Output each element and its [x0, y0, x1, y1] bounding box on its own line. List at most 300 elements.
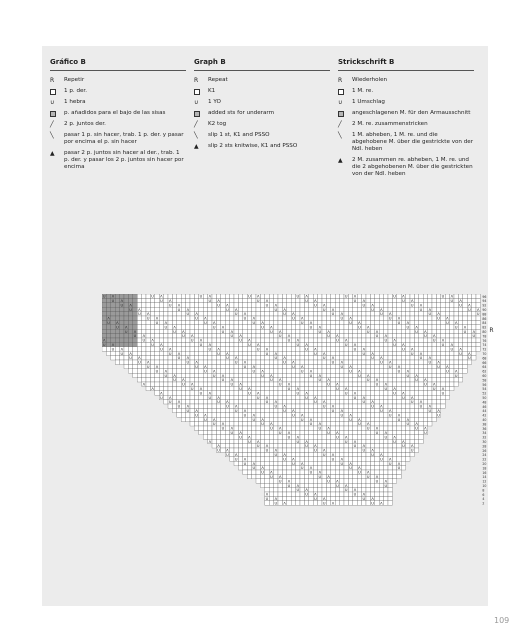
chart-cell: [216, 294, 220, 298]
chart-cell: [340, 444, 344, 448]
chart-symbol: Λ: [340, 312, 344, 317]
chart-cell: [436, 334, 440, 338]
chart-cell: [159, 325, 163, 329]
chart-cell: [379, 338, 383, 342]
chart-cell: [401, 320, 405, 324]
chart-cell: [304, 378, 308, 382]
chart-cell: [309, 461, 313, 465]
chart-cell: [384, 422, 388, 426]
legend-row: [338, 110, 474, 117]
chart-cell: [423, 360, 427, 364]
chart-cell: [309, 413, 313, 417]
chart-cell: [370, 417, 374, 421]
chart-cell: [106, 325, 110, 329]
chart-cell: [177, 342, 181, 346]
chart-cell: [414, 391, 418, 395]
chart-symbol: U: [314, 351, 317, 356]
chart-cell: [265, 378, 269, 382]
chart-symbol: Λ: [283, 356, 286, 361]
row-number: 16: [482, 470, 487, 475]
chart-cell: [269, 444, 273, 448]
chart-cell: [181, 351, 185, 355]
chart-cell: [326, 417, 330, 421]
chart-symbol: Λ: [243, 360, 247, 365]
chart-cell: [304, 351, 308, 355]
chart-cell: [216, 391, 220, 395]
chart-cell: [348, 400, 352, 404]
chart-cell: [388, 501, 392, 505]
chart-cell: [344, 470, 348, 474]
chart-cell: [318, 307, 322, 311]
chart-cell: [247, 329, 251, 333]
chart-symbol: U: [393, 343, 396, 347]
chart-cell: [243, 325, 247, 329]
chart-cell: [247, 470, 251, 474]
chart-cell: [300, 448, 304, 452]
chart-cell: [441, 364, 445, 368]
chart-cell: [243, 320, 247, 324]
chart-cell: [357, 461, 361, 465]
chart-cell: [313, 413, 317, 417]
chart-cell: [313, 474, 317, 478]
chart-cell: [304, 369, 308, 373]
chart-cell: [326, 303, 330, 307]
chart-cell: [353, 404, 357, 408]
chart-symbol: U: [296, 488, 300, 493]
chart-cell: [304, 470, 308, 474]
chart-cell: [410, 338, 414, 342]
chart-cell: [384, 470, 388, 474]
chart-symbol: Λ: [406, 417, 410, 422]
chart-cell: [458, 329, 462, 333]
chart-cell: [406, 334, 410, 338]
chart-symbol: U: [186, 409, 190, 413]
chart-cell: [348, 439, 352, 443]
chart-cell: [172, 307, 176, 311]
chart-cell: [291, 400, 295, 404]
chart-symbol: U: [146, 316, 150, 321]
chart-cell: [230, 404, 234, 408]
chart-cell: [326, 307, 330, 311]
chart-cell: [370, 457, 374, 461]
chart-cell: [282, 488, 286, 492]
chart-cell: [199, 298, 203, 302]
chart-cell: [115, 360, 119, 364]
chart-cell: [304, 338, 308, 342]
chart-symbol: U: [182, 382, 185, 387]
row-number: 10: [482, 484, 487, 488]
chart-cell: [212, 298, 216, 302]
chart-cell: [296, 492, 300, 496]
chart-cell: [238, 312, 242, 316]
chart-cell: [335, 373, 339, 377]
chart-cell: [335, 294, 339, 298]
chart-cell: [177, 312, 181, 316]
chart-cell: [454, 294, 458, 298]
chart-cell: [265, 325, 269, 329]
legend-text: 2 M. zusammen re. abheben, 1 M. re. und die 2 abgehobenen M. über die gestrickten von der Ndl. heben: [352, 157, 473, 177]
chart-cell: [406, 382, 410, 386]
legend-row: [194, 77, 330, 84]
chart-cell: [265, 294, 269, 298]
k2tog-icon: ╱: [338, 121, 342, 128]
chart-cell: [309, 483, 313, 487]
chart-symbol: U: [177, 307, 181, 312]
chart-cell: [274, 342, 278, 346]
chart-cell: [384, 329, 388, 333]
chart-cell: [269, 492, 273, 496]
chart-symbol: U: [217, 351, 220, 356]
chart-cell: [172, 404, 176, 408]
chart-cell: [436, 369, 440, 373]
chart-cell: [353, 474, 357, 478]
chart-symbol: U: [336, 435, 339, 440]
chart-cell: [344, 356, 348, 360]
chart-cell: [221, 430, 225, 434]
chart-cell: [269, 334, 273, 338]
chart-symbol: U: [274, 356, 278, 361]
chart-cell: [265, 466, 269, 470]
chart-cell: [326, 422, 330, 426]
chart-symbol: Λ: [164, 321, 168, 325]
chart-cell: [326, 298, 330, 302]
chart-cell: [194, 395, 198, 399]
chart-cell: [260, 303, 264, 307]
chart-cell: [274, 395, 278, 399]
chart-symbol: U: [366, 378, 370, 383]
chart-cell: [410, 391, 414, 395]
chart-cell: [247, 426, 251, 430]
chart-cell: [142, 378, 146, 382]
chart-cell: [190, 298, 194, 302]
chart-cell: [225, 422, 229, 426]
chart-symbol: Λ: [300, 365, 304, 369]
chart-cell: [370, 422, 374, 426]
chart-cell: [441, 334, 445, 338]
chart-cell: [102, 307, 106, 311]
chart-cell: [243, 470, 247, 474]
chart-cell: [300, 492, 304, 496]
chart-cell: [322, 395, 326, 399]
chart-cell: [450, 360, 454, 364]
chart-cell: [300, 474, 304, 478]
chart-cell: [388, 444, 392, 448]
chart-cell: [247, 466, 251, 470]
chart-cell: [238, 356, 242, 360]
chart-cell: [203, 298, 207, 302]
chart-cell: [300, 325, 304, 329]
chart-cell: [441, 400, 445, 404]
chart-cell: [256, 386, 260, 390]
chart-cell: [155, 303, 159, 307]
chart-cell: [216, 373, 220, 377]
chart-cell: [304, 400, 308, 404]
chart-cell: [423, 320, 427, 324]
chart-cell: [366, 312, 370, 316]
chart-symbol: Λ: [362, 347, 366, 352]
chart-symbol: U: [309, 373, 313, 378]
chart-cell: [463, 312, 467, 316]
chart-cell: [414, 395, 418, 399]
chart-cell: [370, 483, 374, 487]
chart-cell: [384, 369, 388, 373]
chart-cell: [318, 316, 322, 320]
chart-cell: [458, 369, 462, 373]
row-number: 80: [482, 330, 487, 334]
chart-cell: [379, 430, 383, 434]
chart-cell: [326, 356, 330, 360]
chart-cell: [419, 329, 423, 333]
chart-cell: [366, 435, 370, 439]
chart-cell: [282, 338, 286, 342]
chart-cell: [375, 466, 379, 470]
chart-cell: [133, 347, 137, 351]
chart-cell: [353, 435, 357, 439]
chart-cell: [212, 356, 216, 360]
chart-cell: [340, 320, 344, 324]
chart-cell: [313, 435, 317, 439]
chart-cell: [370, 386, 374, 390]
chart-cell: [287, 303, 291, 307]
chart-cell: [318, 496, 322, 500]
chart-cell: [199, 369, 203, 373]
chart-cell: [414, 298, 418, 302]
chart-symbol: Λ: [252, 316, 256, 321]
chart-cell: [278, 364, 282, 368]
chart-cell: [392, 307, 396, 311]
chart-symbol: Λ: [243, 409, 247, 413]
chart-cell: [115, 312, 119, 316]
chart-cell: [423, 391, 427, 395]
chart-cell: [454, 342, 458, 346]
chart-cell: [335, 329, 339, 333]
chart-cell: [256, 356, 260, 360]
chart-symbol: U: [278, 479, 282, 484]
chart-symbol: U: [138, 360, 141, 365]
chart-cell: [410, 413, 414, 417]
chart-cell: [247, 320, 251, 324]
chart-cell: [362, 404, 366, 408]
chart-symbol: Λ: [366, 470, 370, 475]
chart-cell: [423, 373, 427, 377]
chart-cell: [322, 492, 326, 496]
chart-cell: [282, 382, 286, 386]
chart-cell: [265, 329, 269, 333]
chart-cell: [357, 496, 361, 500]
chart-cell: [335, 360, 339, 364]
chart-cell: [230, 298, 234, 302]
chart-cell: [313, 501, 317, 505]
chart-cell: [445, 342, 449, 346]
chart-cell: [401, 466, 405, 470]
chart-cell: [238, 303, 242, 307]
chart-cell: [357, 356, 361, 360]
chart-symbol: Λ: [116, 321, 119, 325]
chart-cell: [225, 391, 229, 395]
chart-cell: [454, 329, 458, 333]
chart-cell: [208, 307, 212, 311]
chart-symbol: U: [468, 307, 471, 312]
chart-cell: [309, 395, 313, 399]
chart-cell: [370, 439, 374, 443]
chart-cell: [445, 347, 449, 351]
chart-cell: [348, 312, 352, 316]
chart-cell: [190, 356, 194, 360]
chart-cell: [278, 417, 282, 421]
chart-cell: [335, 501, 339, 505]
chart-cell: [406, 360, 410, 364]
chart-cell: [348, 386, 352, 390]
chart-cell: [414, 316, 418, 320]
slip2-psso-icon: ▲: [338, 157, 343, 164]
chart-cell: [199, 373, 203, 377]
legend-text: 2 M. re. zusammenstricken: [352, 121, 428, 127]
chart-cell: [256, 430, 260, 434]
chart-cell: [388, 474, 392, 478]
chart-cell: [419, 422, 423, 426]
chart-cell: [353, 400, 357, 404]
chart-cell: [124, 364, 128, 368]
chart-cell: [296, 373, 300, 377]
chart-cell: [225, 439, 229, 443]
chart-cell: [199, 413, 203, 417]
chart-symbol: Λ: [278, 378, 282, 383]
chart-cell: [234, 364, 238, 368]
chart-cell: [445, 298, 449, 302]
chart-cell: [375, 360, 379, 364]
chart-cell: [406, 294, 410, 298]
chart-cell: [401, 386, 405, 390]
chart-symbol: U: [424, 382, 427, 387]
chart-cell: [234, 342, 238, 346]
chart-cell: [278, 413, 282, 417]
chart-cell: [445, 338, 449, 342]
chart-cell: [397, 347, 401, 351]
chart-cell: [265, 417, 269, 421]
chart-symbol: U: [124, 329, 128, 334]
chart-symbol: U: [428, 409, 432, 413]
chart-cell: [247, 369, 251, 373]
chart-symbol: Λ: [274, 497, 278, 501]
chart-cell: [384, 360, 388, 364]
chart-cell: [164, 400, 168, 404]
chart-cell: [212, 338, 216, 342]
chart-cell: [190, 294, 194, 298]
chart-symbol: Λ: [468, 303, 471, 308]
chart-cell: [256, 303, 260, 307]
chart-cell: [243, 338, 247, 342]
chart-cell: [238, 360, 242, 364]
chart-cell: [247, 452, 251, 456]
chart-symbol: U: [344, 343, 348, 347]
chart-cell: [269, 408, 273, 412]
chart-cell: [410, 417, 414, 421]
chart-cell: [370, 426, 374, 430]
chart-symbol: Λ: [331, 453, 335, 457]
row-number: 56: [482, 382, 487, 387]
knit-square-icon: [338, 89, 344, 95]
chart-symbol: U: [336, 483, 339, 488]
chart-cell: [260, 426, 264, 430]
chart-cell: [186, 325, 190, 329]
chart-cell: [397, 334, 401, 338]
chart-symbol: U: [274, 404, 278, 409]
chart-cell: [282, 448, 286, 452]
chart-cell: [344, 298, 348, 302]
chart-symbol: Λ: [287, 431, 291, 435]
chart-symbol: Λ: [353, 488, 357, 493]
chart-cell: [208, 334, 212, 338]
chart-cell: [357, 307, 361, 311]
chart-cell: [410, 342, 414, 346]
chart-cell: [454, 351, 458, 355]
chart-cell: [318, 501, 322, 505]
chart-cell: [212, 342, 216, 346]
chart-cell: [454, 347, 458, 351]
chart-cell: [203, 325, 207, 329]
chart-cell: [274, 408, 278, 412]
chart-cell: [287, 408, 291, 412]
chart-cell: [388, 483, 392, 487]
chart-cell: [379, 426, 383, 430]
chart-cell: [181, 364, 185, 368]
chart-cell: [313, 369, 317, 373]
chart-cell: [384, 312, 388, 316]
chart-cell: [106, 347, 110, 351]
chart-symbol: Λ: [371, 303, 374, 308]
chart-cell: [291, 483, 295, 487]
chart-cell: [467, 334, 471, 338]
chart-cell: [370, 329, 374, 333]
chart-cell: [397, 391, 401, 395]
chart-symbol: Λ: [221, 422, 225, 427]
chart-symbol: Λ: [234, 307, 238, 312]
chart-cell: [348, 294, 352, 298]
chart-cell: [150, 378, 154, 382]
chart-cell: [260, 351, 264, 355]
chart-cell: [335, 408, 339, 412]
chart-cell: [243, 369, 247, 373]
chart-cell: [406, 386, 410, 390]
chart-symbol: Λ: [415, 373, 418, 378]
chart-cell: [441, 382, 445, 386]
chart-symbol: U: [256, 444, 260, 449]
chart-cell: [375, 320, 379, 324]
chart-symbol: U: [305, 347, 308, 352]
chart-cell: [441, 351, 445, 355]
chart-cell: [392, 417, 396, 421]
chart-cell: [362, 312, 366, 316]
chart-cell: [194, 378, 198, 382]
chart-cell: [309, 457, 313, 461]
chart-cell: [401, 373, 405, 377]
chart-symbol: Λ: [336, 479, 339, 484]
chart-cell: [243, 378, 247, 382]
chart-cell: [450, 338, 454, 342]
chart-cell: [216, 356, 220, 360]
chart-cell: [216, 382, 220, 386]
chart-cell: [221, 334, 225, 338]
chart-cell: [406, 439, 410, 443]
chart-cell: [247, 408, 251, 412]
chart-cell: [406, 364, 410, 368]
chart-cell: [199, 404, 203, 408]
chart-cell: [318, 404, 322, 408]
chart-symbol: U: [221, 426, 225, 431]
chart-cell: [120, 325, 124, 329]
chart-cell: [256, 457, 260, 461]
chart-cell: [282, 466, 286, 470]
